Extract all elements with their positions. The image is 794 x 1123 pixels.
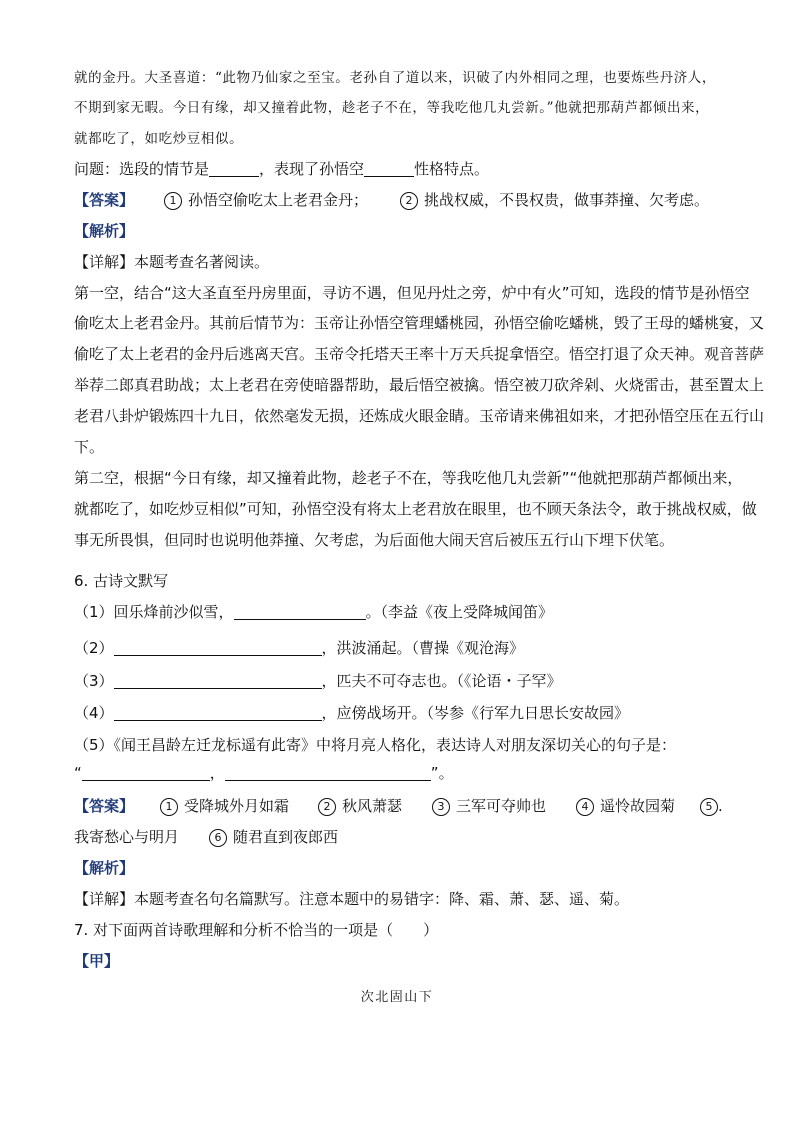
number-1-icon: 1 [164,192,182,210]
q5-question-pre: 问题：选段的情节是 [74,160,210,178]
q6-answer-1-text: 受降城外月如霜 [184,797,290,815]
q6-answer-5 [700,796,723,816]
q6-blank-5b [225,765,431,781]
q6-item-4-pre: （4） [74,704,114,722]
q6-item-5-comma: ， [209,764,225,782]
number-4-icon: 4 [576,798,594,816]
q6-answer-3 [432,796,546,816]
analysis-para-line: 第二空，根据“今日有缘，却又撞着此物，趁老子不在，等我吃他几丸尝新”“他就把那葫芦都倾出来， [74,469,743,487]
q6-blank-3 [114,673,322,689]
q6-answer-4-text: 遥怜故园菊 [600,797,676,815]
q6-item-3 [74,671,562,691]
detail-line: 【详解】本题考查名句名篇默写。注意本题中的易错字：降、霜、萧、瑟、遥、菊。 [74,890,630,908]
q6-title: 6. 古诗文默写 [74,572,169,590]
q5-blank-1 [209,161,259,177]
q6-item-5-open-quote: “ [74,764,82,782]
q5-answer-1: 孙悟空偷吃太上老君金丹； [188,191,369,209]
q6-blank-4 [114,705,322,721]
number-5-icon: 5 [700,798,718,816]
detail-line: 【详解】本题考查名著阅读。 [74,253,270,271]
q6-blank-1 [234,604,366,620]
poem-title: 次北固山下 [360,990,434,1005]
analysis-para-line: 就都吃了，如吃炒豆相似”可知，孙悟空没有将太上老君放在眼里，也不顾天条法令，敢于挑战权威，做 [74,500,757,518]
q6-item-3-pre: （3） [74,672,114,690]
q6-answer-2 [318,796,402,816]
analysis-para-line: 第一空，结合“这大圣直至丹房里面，寻访不遇，但见丹灶之旁，炉中有火”可知，选段的情节是孙悟空 [74,284,750,302]
q6-item-4 [74,703,629,723]
analysis-tag: 【解析】 [74,859,135,877]
q6-item-1-post: 。（李益《夜上受降城闻笛》 [365,603,554,621]
q6-answer-2-text: 秋风萧瑟 [342,797,403,815]
analysis-tag: 【解析】 [74,222,135,240]
q6-item-5-close-quote: ”。 [430,764,454,782]
q6-answer-1 [160,796,289,816]
q6-blank-2 [114,640,322,656]
number-1-icon: 1 [160,798,178,816]
number-2-icon: 2 [400,192,418,210]
analysis-para-line: 举荐二郎真君助战；太上老君在旁使暗器帮助，最后悟空被擒。悟空被刀砍斧剁、火烧雷击，甚至置太上 [74,376,765,394]
analysis-para-line: 事无所畏惧，但同时也说明他莽撞、欠考虑，为后面他大闹天宫后被压五行山下埋下伏笔。 [74,531,675,549]
section-tag: 【甲】 [74,952,120,970]
q6-item-1 [74,602,553,622]
analysis-para-line: 老君八卦炉锻炼四十九日，依然毫发无损，还炼成火眼金睛。玉帝请来佛祖如来，才把孙悟空压在五行山 [74,407,765,425]
q6-item-2-pre: （2） [74,639,114,657]
q6-item-5-blanks [74,763,454,783]
passage-line: 就的金丹。大圣喜道：“此物乃仙家之至宝。老孙自了道以来，识破了内外相同之理，也要炼些丹济人， [74,70,716,86]
q6-answer-3-text: 三军可夺帅也 [456,797,547,815]
analysis-para-line: 下。 [74,438,105,456]
q6-answer-5-text: 我寄愁心与明月 [74,828,180,846]
q6-answer-6-text: 随君直到夜郎西 [233,828,339,846]
q6-item-3-post: ，匹夫不可夺志也。（《论语・子罕》 [321,672,562,690]
q5-question-mid: ，表现了孙悟空 [259,160,365,178]
q5-question-post: 性格特点。 [414,160,490,178]
passage-line: 就都吃了，如吃炒豆相似。 [74,131,244,147]
answer-tag: 【答案】 [74,797,135,815]
q6-answer-4 [576,796,675,816]
passage-line: 不期到家无暇。今日有缘，却又撞着此物，趁老子不在，等我吃他几丸尝新。”他就把那葫芦都倾出来， [74,100,710,116]
q6-blank-5a [82,765,210,781]
q6-item-5: （5）《闻王昌龄左迁龙标遥有此寄》中将月亮人格化，表达诗人对朋友深切关心的句子是： [74,736,677,754]
q7-title: 7. 对下面两首诗歌理解和分析不恰当的一项是（ ） [74,921,439,939]
q5-answer-2: 挑战权威，不畏权贵，做事莽撞、欠考虑。 [424,191,710,209]
q6-item-4-post: ，应傍战场开。（岑参《行军九日思长安故园》 [321,704,630,722]
analysis-para-line: 偷吃太上老君金丹。其前后情节为：玉帝让孙悟空管理蟠桃园，孙悟空偷吃蟠桃，毁了王母的蟠桃宴，又 [74,314,765,332]
answer-tag: 【答案】 [74,191,135,209]
analysis-para-line: 偷吃了太上老君的金丹后逃离天宫。玉帝令托塔天王率十万天兵捉拿悟空。悟空打退了众天神。观音菩萨 [74,345,765,363]
q5-blank-2 [364,161,414,177]
q6-answer-5-dot: . [718,797,723,815]
q6-answer-row-2 [74,827,338,847]
number-2-icon: 2 [318,798,336,816]
number-3-icon: 3 [432,798,450,816]
q5-question [74,159,489,179]
q6-item-2-post: ，洪波涌起。（曹操《观沧海》 [321,639,525,657]
q6-item-2 [74,638,524,658]
q6-item-1-pre: （1）回乐烽前沙似雪， [74,603,234,621]
q5-answer [74,190,709,210]
number-6-icon: 6 [209,829,227,847]
